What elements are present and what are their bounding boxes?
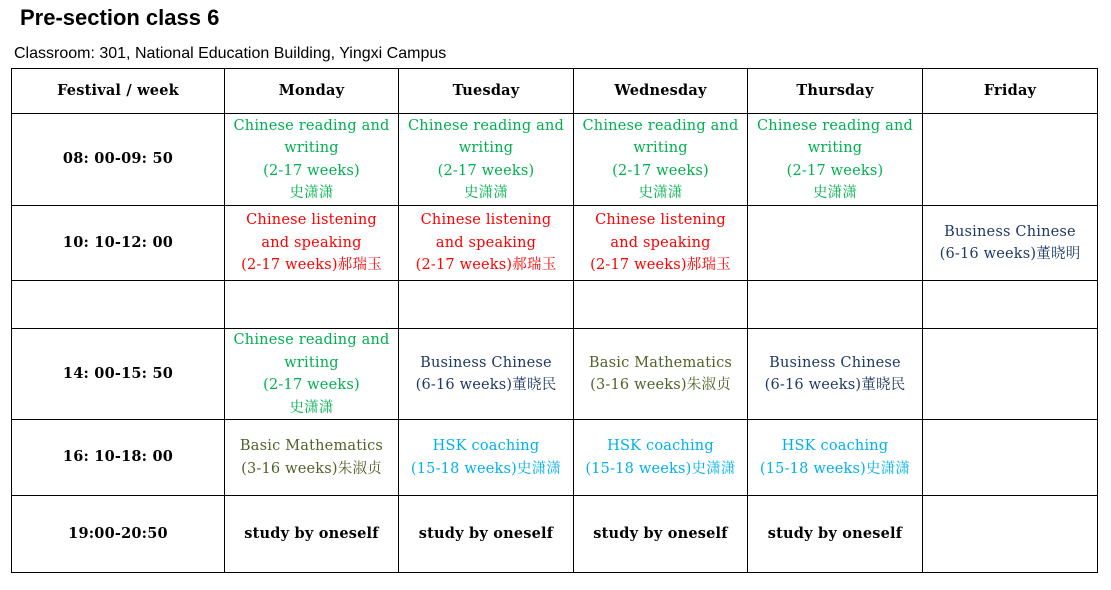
class-cell-line: 史潇潇: [289, 185, 334, 201]
class-cell-line: writing: [284, 140, 339, 156]
class-cell-line: 史潇潇: [289, 399, 334, 416]
time-slot: 10: 10-12: 00: [12, 206, 225, 281]
class-cell-line: (2-17 weeks): [437, 162, 535, 179]
schedule-row: [12, 496, 1098, 573]
class-cell-line: Chinese reading and: [757, 117, 913, 134]
class-cell-tuesday: [399, 114, 574, 206]
schedule-row: [12, 281, 1098, 329]
class-cell-thursday: [748, 281, 923, 329]
class-cell-thursday: [748, 496, 923, 573]
class-cell-line: (2-17 weeks): [263, 377, 360, 393]
class-cell-line: writing: [458, 140, 514, 156]
class-cell-wednesday: [574, 420, 748, 496]
class-cell-friday: [923, 496, 1098, 573]
class-cell-line: and speaking: [610, 234, 711, 251]
class-cell-line: (2-17 weeks): [786, 162, 884, 179]
class-cell-line: (15-18 weeks)史潇潇: [585, 460, 736, 477]
schedule-body: [12, 69, 1098, 573]
class-cell-line: study by oneself: [593, 524, 728, 542]
schedule-row: [12, 329, 1098, 420]
class-cell-line: HSK coaching: [432, 438, 540, 454]
time-slot: 19:00-20:50: [12, 496, 225, 573]
class-cell-tuesday: [399, 206, 574, 281]
class-cell-thursday: [748, 329, 923, 420]
class-cell-wednesday: [574, 281, 748, 329]
class-cell-wednesday: [574, 206, 748, 281]
class-cell-thursday: [748, 420, 923, 496]
day-header-monday: Monday: [225, 69, 399, 114]
class-cell-wednesday: [574, 329, 748, 420]
class-cell-line: (6-16 weeks)董晓民: [415, 377, 557, 393]
day-header-tuesday: Tuesday: [399, 69, 574, 114]
class-cell-line: writing: [284, 354, 339, 371]
class-cell-thursday: [748, 114, 923, 206]
time-slot: [12, 281, 225, 329]
class-cell-monday: [225, 206, 399, 281]
class-cell-line: Basic Mathematics: [239, 438, 384, 454]
class-cell-line: Basic Mathematics: [588, 354, 733, 371]
class-cell-line: writing: [633, 140, 688, 156]
schedule-row: [12, 420, 1098, 496]
class-cell-line: 史潇潇: [638, 185, 683, 201]
class-cell-line: Business Chinese: [420, 354, 552, 371]
class-cell-monday: [225, 329, 399, 420]
day-header-friday: Friday: [923, 69, 1098, 114]
class-cell-line: writing: [807, 140, 863, 156]
class-cell-line: (15-18 weeks)史潇潇: [410, 460, 562, 477]
class-cell-friday: [923, 420, 1098, 496]
class-cell-tuesday: [399, 496, 574, 573]
class-cell-friday: [923, 206, 1098, 281]
class-cell-monday: [225, 496, 399, 573]
class-cell-line: Chinese reading and: [582, 117, 739, 134]
class-cell-line: (2-17 weeks): [612, 162, 709, 179]
class-cell-wednesday: [574, 114, 748, 206]
class-cell-line: Chinese reading and: [233, 117, 390, 134]
class-cell-tuesday: [399, 281, 574, 329]
class-cell-line: study by oneself: [244, 524, 379, 542]
class-cell-line: (2-17 weeks)郝瑞玉: [590, 257, 731, 274]
class-cell-line: (15-18 weeks)史潇潇: [759, 460, 911, 477]
class-cell-line: study by oneself: [767, 524, 903, 542]
class-cell-tuesday: [399, 329, 574, 420]
class-cell-monday: [225, 420, 399, 496]
class-cell-line: (2-17 weeks)郝瑞玉: [241, 257, 382, 274]
class-cell-line: Chinese reading and: [233, 332, 390, 348]
class-cell-thursday: [748, 206, 923, 281]
page-title: Pre-section class 6: [20, 5, 220, 30]
class-cell-line: (2-17 weeks)郝瑞玉: [415, 257, 557, 274]
class-cell-line: Chinese listening: [595, 212, 726, 229]
class-cell-line: Chinese listening: [420, 212, 552, 229]
day-header-wednesday: Wednesday: [574, 69, 748, 114]
class-cell-line: and speaking: [435, 234, 537, 251]
day-header-thursday: Thursday: [748, 69, 923, 114]
schedule-table: [11, 68, 1098, 573]
class-cell-line: Chinese listening: [246, 212, 377, 229]
class-cell-line: 史潇潇: [463, 185, 509, 201]
class-cell-line: Business Chinese: [944, 223, 1076, 240]
class-cell-line: HSK coaching: [607, 438, 714, 454]
class-cell-friday: [923, 281, 1098, 329]
class-cell-tuesday: [399, 420, 574, 496]
schedule-row: [12, 206, 1098, 281]
class-cell-monday: [225, 281, 399, 329]
class-cell-wednesday: [574, 496, 748, 573]
class-cell-friday: [923, 329, 1098, 420]
time-slot: 16: 10-18: 00: [12, 420, 225, 496]
class-cell-line: (3-16 weeks)朱淑贞: [241, 460, 382, 477]
class-cell-line: study by oneself: [418, 524, 554, 542]
class-cell-line: Chinese reading and: [408, 117, 564, 134]
time-slot: 08: 00-09: 50: [12, 114, 225, 206]
time-slot: 14: 00-15: 50: [12, 329, 225, 420]
class-cell-friday: [923, 114, 1098, 206]
class-cell-line: Business Chinese: [769, 354, 901, 371]
class-cell-monday: [225, 114, 399, 206]
class-cell-line: and speaking: [261, 234, 362, 251]
corner-header: Festival / week: [12, 69, 225, 114]
class-cell-line: (3-16 weeks)朱淑贞: [590, 377, 731, 393]
header-row: [12, 69, 1098, 114]
classroom-info: Classroom: 301, National Education Building, Yingxi Campus: [14, 45, 447, 62]
class-cell-line: 史潇潇: [812, 185, 858, 201]
class-cell-line: (6-16 weeks)董晓民: [764, 377, 906, 393]
class-cell-line: HSK coaching: [781, 438, 889, 454]
class-cell-line: (6-16 weeks)董晓明: [939, 246, 1081, 262]
schedule-row: [12, 114, 1098, 206]
class-cell-line: (2-17 weeks): [263, 162, 360, 179]
